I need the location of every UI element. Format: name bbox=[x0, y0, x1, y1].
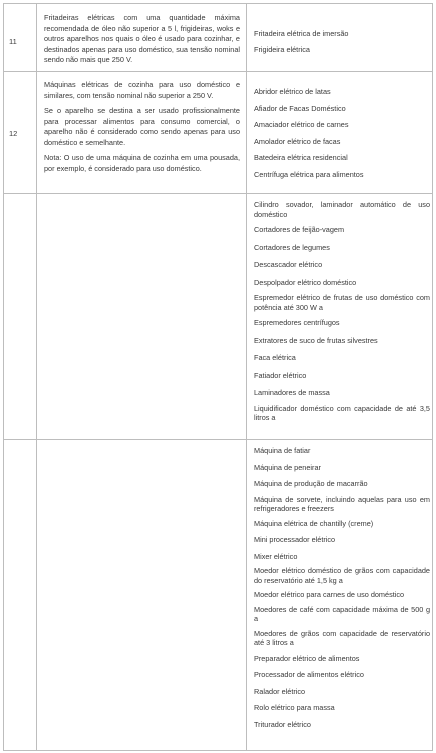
product-item: Descascador elétrico bbox=[254, 260, 323, 269]
product-item: Processador de alimentos elétrico bbox=[254, 670, 364, 679]
product-item: Espremedor elétrico de frutas de uso doméstico com potência até 300 W a bbox=[254, 293, 430, 312]
description-cell bbox=[37, 440, 247, 750]
products-cell bbox=[247, 440, 432, 750]
product-item: Mixer elétrico bbox=[254, 551, 298, 561]
product-list bbox=[254, 84, 430, 183]
table-row-continuation bbox=[4, 440, 432, 750]
products-cell bbox=[247, 72, 432, 193]
product-item: Moedor elétrico para carnes de uso doméstico bbox=[254, 590, 405, 599]
item-description: Fritadeiras elétricas com uma quantidade máxima recomendada de óleo não superior a 5 l, frigideiras, woks e outros aparelhos nos quais o óleo é usado para cozinhar, e destinados apenas para uso doméstico, sua tensão nominal sendo não mais que 250 V. bbox=[44, 13, 240, 64]
description-paragraph: Máquinas elétricas de cozinha para uso doméstico e similares, com tensão nominal não superior a 250 V. bbox=[44, 80, 240, 100]
product-item: Moedores de café com capacidade máxima de 500 g a bbox=[254, 604, 430, 623]
product-item: Extratores de suco de frutas silvestres bbox=[254, 335, 378, 345]
product-list bbox=[254, 26, 430, 58]
product-item: Preparador elétrico de alimentos bbox=[254, 653, 360, 663]
product-item: Fatiador elétrico bbox=[254, 370, 307, 380]
description-cell bbox=[37, 194, 247, 439]
product-item: Fritadeira elétrica de imersão bbox=[254, 29, 349, 38]
product-item: Afiador de Facas Doméstico bbox=[254, 103, 346, 113]
product-item: Moedores de grãos com capacidade de reservatório até 3 litros a bbox=[254, 628, 430, 647]
item-number-cell bbox=[4, 72, 37, 193]
products-cell bbox=[247, 194, 432, 439]
product-item: Espremedores centrífugos bbox=[254, 318, 340, 327]
product-item: Máquina elétrica de chantilly (creme) bbox=[254, 518, 374, 528]
product-item: Amaciador elétrico de carnes bbox=[254, 120, 349, 129]
item-number: 11 bbox=[9, 37, 17, 46]
product-item: Mini processador elétrico bbox=[254, 535, 336, 544]
item-number-cell bbox=[4, 440, 37, 750]
product-item: Laminadores de massa bbox=[254, 388, 330, 397]
description-paragraph: Se o aparelho se destina a ser usado profissionalmente para processar alimentos para consumo comercial, o aparelho não é considerado como sendo apenas para uso doméstico e semelhante. bbox=[44, 106, 240, 147]
product-item: Amolador elétrico de facas bbox=[254, 136, 341, 146]
product-item: Despolpador elétrico doméstico bbox=[254, 277, 357, 287]
product-list bbox=[254, 200, 430, 423]
product-item: Máquina de produção de macarrão bbox=[254, 479, 368, 488]
product-item: Abridor elétrico de latas bbox=[254, 87, 331, 96]
item-number: 12 bbox=[9, 129, 18, 138]
description-cell bbox=[37, 4, 247, 71]
product-item: Faca elétrica bbox=[254, 353, 296, 362]
product-item: Frigideira elétrica bbox=[254, 45, 310, 54]
product-item: Máquina de fatiar bbox=[254, 446, 311, 455]
product-item: Cortadores de legumes bbox=[254, 242, 330, 252]
description-note: Nota: O uso de uma máquina de cozinha em uma pousada, por exemplo, é considerado para uso doméstico. bbox=[44, 153, 240, 173]
products-cell bbox=[247, 4, 432, 71]
product-item: Liquidificador doméstico com capacidade de até 3,5 litros a bbox=[254, 403, 430, 422]
product-item: Triturador elétrico bbox=[254, 719, 311, 729]
product-item: Moedor elétrico doméstico de grãos com capacidade do reservatório até 1,5 kg a bbox=[254, 566, 430, 585]
item-number-cell bbox=[4, 4, 37, 71]
product-item: Cortadores de feijão-vagem bbox=[254, 225, 345, 234]
item-description bbox=[44, 80, 240, 179]
table-row-12 bbox=[4, 72, 432, 194]
product-list bbox=[254, 446, 430, 729]
product-item: Centrífuga elétrica para alimentos bbox=[254, 169, 364, 179]
product-item: Rolo elétrico para massa bbox=[254, 703, 335, 712]
product-item: Ralador elétrico bbox=[254, 686, 306, 696]
product-item: Máquina de peneirar bbox=[254, 462, 321, 472]
product-item: Batedeira elétrica residencial bbox=[254, 153, 348, 162]
appliance-table bbox=[3, 3, 433, 751]
item-number-cell bbox=[4, 194, 37, 439]
table-row-continuation bbox=[4, 194, 432, 440]
description-cell bbox=[37, 72, 247, 193]
product-item: Máquina de sorvete, incluindo aquelas para uso em refrigeradores e freezers bbox=[254, 494, 430, 513]
product-item: Cilindro sovador, laminador automático de uso doméstico bbox=[254, 200, 430, 219]
table-row-11 bbox=[4, 4, 432, 72]
